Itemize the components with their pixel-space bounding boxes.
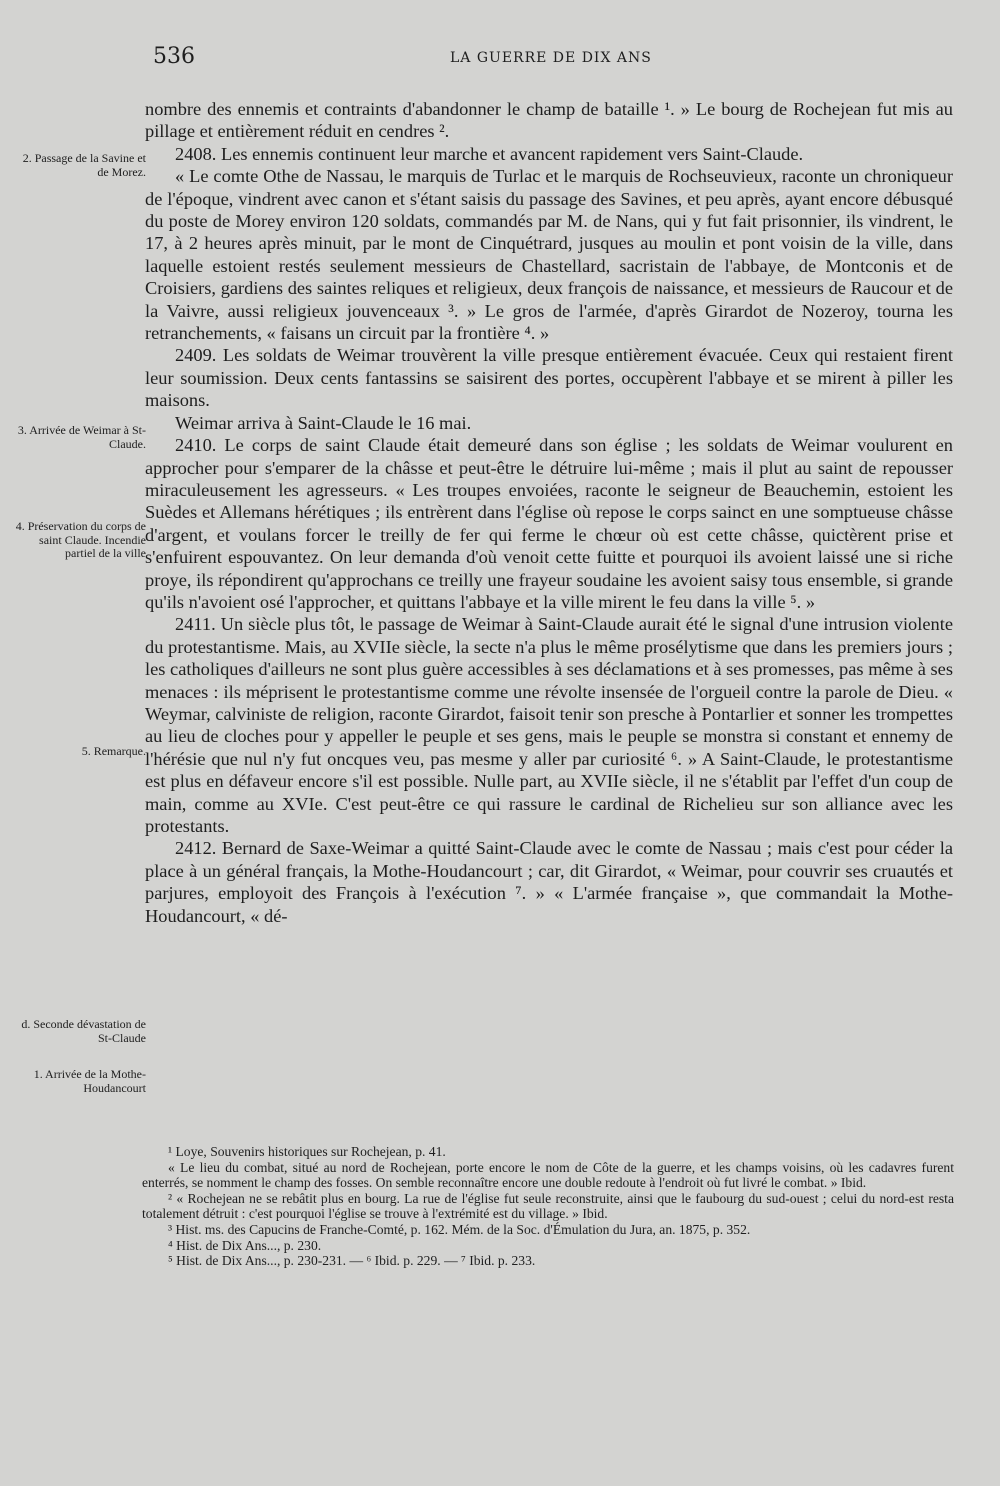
paragraph: nombre des ennemis et contraints d'abandonner le champ de bataille ¹. » Le bourg de Rochejean fut mis au pillage et entièrement réduit en cendres ². (145, 99, 953, 142)
footnote: « Le lieu du combat, situé au nord de Rochejean, porte encore le nom de Côte de la guerre, et les champs voisins, où les cadavres furent enterrés, se nomment le champ des fosses. On semble reconnaître encore une double redoute à l'endroit où fut livré le combat. » Ibid. (142, 1159, 954, 1191)
page-number: 536 (153, 44, 195, 69)
margin-note-preservation: 4. Préservation du corps de saint Claude. Incendie partiel de la ville (15, 519, 146, 561)
paragraph-quote-chroniqueur: « Le comte Othe de Nassau, le marquis de Turlac et le marquis de Rochseuvieux, raconte un chroniqueur de l'époque, vindrent avec canon et s'étant saisis du passage des Savines, et peu après, ayant encore débusqué du poste de Morey environ 120 soldats, commandés par M. de Nans, qui y fut fait prisonnier, ils vindrent, le 17, à 2 heures après minuit, par le mont de Cinquétrard, jusques au moulin et pont voisin de la ville, dans laquelle estoient restés seulement messieurs de Chastellard, sacristain de l'abbaye, de Montconis et de Croisiers, gardiens des saintes reliques et religieux, deux françois de naissance, et messieurs de Raucour et de la Vaivre, aussi religieux jouvenceaux ³. » Le gros de l'armée, d'après Girardot de Nozeroy, tourna les retranchements, « faisans un circuit par la frontière ⁴. » (145, 166, 953, 344)
running-head (0, 44, 1000, 76)
paragraph-2409: 2409. Les soldats de Weimar trouvèrent la ville presque entièrement évacuée. Ceux qui restaient firent leur soumission. Deux cents fantassins se saisirent des portes, occupèrent l'abbaye et se mirent à piller les maisons. (145, 345, 953, 411)
paragraph-2412: 2412. Bernard de Saxe-Weimar a quitté Saint-Claude avec le comte de Nassau ; mais c'est pour céder la place à un général français, la Mothe-Houdancourt ; car, dit Girardot, « Weimar, pour couvrir ses cruautés et parjures, employoit des François à l'exécution ⁷. » « L'armée française », que commandait la Mothe-Houdancourt, « dé- (145, 838, 953, 926)
margin-note-arrivee-weimar: 3. Arrivée de Weimar à St-Claude. (17, 423, 146, 451)
footnotes (142, 1144, 954, 1269)
margin-note-remarque: 5. Remarque. (81, 744, 146, 758)
footnote: ⁵ Hist. de Dix Ans..., p. 230-231. — ⁶ Ibid. p. 229. — ⁷ Ibid. p. 233. (168, 1253, 536, 1269)
paragraph-weimar-arrival: Weimar arriva à Saint-Claude le 16 mai. (175, 412, 472, 433)
footnote: ⁴ Hist. de Dix Ans..., p. 230. (168, 1237, 322, 1253)
paragraph-2410: 2410. Le corps de saint Claude était demeuré dans son église ; les soldats de Weimar voulurent en approcher pour s'emparer de la châsse et peut-être le détruire lui-même ; mais il plut au saint de repousser miraculeusement les agresseurs. « Les troupes envoiées, raconte le seigneur de Beauchemin, estoient les Suèdes et Allemans hérétiques ; ils entrèrent dans l'église où repose le corps sainct en une somptueuse châsse d'argent, et voulans forcer le treilly de fer qui ferme le chœur où est cette châsse, quictèrent prise et s'enfuirent espouvantez. On leur demanda d'où venoit cette fuitte et pourquoi ils avoient laissé une si riche proye, ils répondirent qu'approchans ce treilly une frayeur soudaine les avoient saisy tous ensemble, si grande qu'ils n'avoient osé l'approcher, et quittans l'abbaye et la ville mirent le feu dans la ville ⁵. » (145, 435, 953, 612)
margin-note-passage: 2. Passage de la Savine et de Morez. (22, 151, 146, 179)
running-title: LA GUERRE DE DIX ANS (450, 50, 652, 66)
footnote: ² « Rochejean ne se rebâtit plus en bourg. La rue de l'église fut seule reconstruite, ainsi que le faubourg du sud-ouest ; celui du nord-est resta totalement détruit : c'est pourquoi l'église se trouve à l'extrémité est du village. » Ibid. (142, 1190, 954, 1222)
body-text (145, 98, 953, 927)
margin-note-seconde-devastation: d. Seconde dévastation de St-Claude (21, 1017, 146, 1045)
footnote: ¹ Loye, Souvenirs historiques sur Rochejean, p. 41. (168, 1144, 446, 1159)
paragraph-2411: 2411. Un siècle plus tôt, le passage de Weimar à Saint-Claude aurait été le signal d'une intrusion violente du protestantisme. Mais, au XVIIe siècle, la secte n'a plus le même prosélytisme que dans les premiers jours ; les catholiques d'ailleurs ne sont plus guère accessibles à ses déclamations et à ses promesses, pas même à ses menaces : ils méprisent le protestantisme comme une révolte insensée de l'orgueil contre la parole de Dieu. « Weymar, calviniste de religion, raconte Girardot, faisoit tenir son presche à Pontarlier et sonner les trompettes au lieu de cloches pour y appeller le peuple et ses gens, mais le peuple se monstra si constant et ennemy de l'hérésie que nul n'y fut oncques veu, pas mesme y aller par curiosité ⁶. » A Saint-Claude, le protestantisme est plus en défaveur encore s'il est possible. Nulle part, au XVIIe siècle, il ne s'établit par l'effet d'un coup de main, comme au XVIe. C'est peut-être ce qui rassure le cardinal de Richelieu sur son alliance avec les protestants. (145, 614, 953, 836)
margin-note-arrivee-mothe: 1. Arrivée de la Mothe-Houdancourt (33, 1067, 146, 1095)
footnote: ³ Hist. ms. des Capucins de Franche-Comté, p. 162. Mém. de la Soc. d'Émulation du Jura, an. 1875, p. 352. (168, 1221, 751, 1237)
paragraph-2408: 2408. Les ennemis continuent leur marche et avancent rapidement vers Saint-Claude. (175, 143, 804, 164)
